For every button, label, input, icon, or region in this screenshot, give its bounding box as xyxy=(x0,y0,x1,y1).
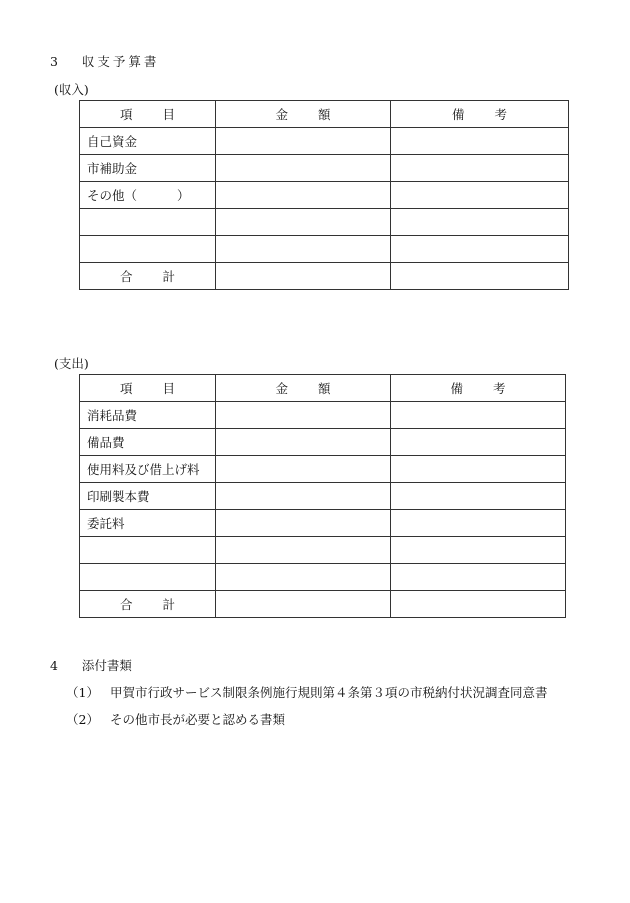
list-item-number: （2） xyxy=(66,712,99,727)
expense-amount-cell xyxy=(216,429,391,456)
income-item-cell xyxy=(80,209,216,236)
expense-note-cell xyxy=(391,483,566,510)
expense-amount-cell xyxy=(216,402,391,429)
income-table xyxy=(79,100,569,290)
income-total-row xyxy=(80,263,569,290)
table-row xyxy=(80,155,569,182)
expense-amount-cell xyxy=(216,537,391,564)
table-row xyxy=(80,236,569,263)
list-item xyxy=(66,710,285,728)
table-row xyxy=(80,429,566,456)
table-row xyxy=(80,128,569,155)
section-4-number: 4 xyxy=(50,658,58,673)
income-total-label: 合 計 xyxy=(80,263,216,290)
income-amount-cell xyxy=(216,236,391,263)
income-amount-cell xyxy=(216,128,391,155)
income-label: (収入) xyxy=(54,82,89,97)
expense-total-row xyxy=(80,591,566,618)
expense-note-cell xyxy=(391,429,566,456)
expense-total-amount xyxy=(216,591,391,618)
income-item-cell: その他（ ） xyxy=(80,182,216,209)
expense-amount-cell xyxy=(216,564,391,591)
expense-table xyxy=(79,374,566,618)
expense-note-cell xyxy=(391,456,566,483)
table-row xyxy=(80,402,566,429)
expense-note-cell xyxy=(391,537,566,564)
income-header-row xyxy=(80,101,569,128)
list-item xyxy=(66,683,548,701)
expense-header-amount: 金 額 xyxy=(216,375,391,402)
expense-note-cell xyxy=(391,402,566,429)
income-note-cell xyxy=(391,182,569,209)
income-header-amount: 金 額 xyxy=(216,101,391,128)
income-note-cell xyxy=(391,128,569,155)
income-item-cell xyxy=(80,236,216,263)
expense-amount-cell xyxy=(216,456,391,483)
table-row xyxy=(80,537,566,564)
expense-note-cell xyxy=(391,564,566,591)
income-note-cell xyxy=(391,236,569,263)
income-total-amount xyxy=(216,263,391,290)
expense-header-row xyxy=(80,375,566,402)
section-3-heading xyxy=(50,52,159,70)
expense-item-cell: 委託料 xyxy=(80,510,216,537)
expense-total-note xyxy=(391,591,566,618)
section-4-title: 添付書類 xyxy=(81,658,132,673)
table-row xyxy=(80,456,566,483)
income-note-cell xyxy=(391,209,569,236)
section-3-number: 3 xyxy=(50,54,58,69)
table-row xyxy=(80,483,566,510)
expense-item-cell: 印刷製本費 xyxy=(80,483,216,510)
income-header-item: 項 目 xyxy=(80,101,216,128)
expense-header-note: 備 考 xyxy=(391,375,566,402)
expense-note-cell xyxy=(391,510,566,537)
expense-header-item: 項 目 xyxy=(80,375,216,402)
expense-item-cell: 使用料及び借上げ料 xyxy=(80,456,216,483)
table-row xyxy=(80,209,569,236)
income-amount-cell xyxy=(216,182,391,209)
list-item-text: 甲賀市行政サービス制限条例施行規則第４条第３項の市税納付状況調査同意書 xyxy=(110,685,548,700)
income-header-note: 備 考 xyxy=(391,101,569,128)
income-amount-cell xyxy=(216,209,391,236)
income-total-note xyxy=(391,263,569,290)
list-item-text: その他市長が必要と認める書類 xyxy=(110,712,286,727)
expense-item-cell: 消耗品費 xyxy=(80,402,216,429)
section-3-title: 収支予算書 xyxy=(81,54,160,69)
expense-label: (支出) xyxy=(54,356,89,371)
income-amount-cell xyxy=(216,155,391,182)
expense-amount-cell xyxy=(216,483,391,510)
income-note-cell xyxy=(391,155,569,182)
expense-item-cell: 備品費 xyxy=(80,429,216,456)
income-item-cell: 市補助金 xyxy=(80,155,216,182)
expense-amount-cell xyxy=(216,510,391,537)
income-item-cell: 自己資金 xyxy=(80,128,216,155)
table-row xyxy=(80,510,566,537)
expense-item-cell xyxy=(80,537,216,564)
list-item-number: （1） xyxy=(66,685,99,700)
expense-total-label: 合 計 xyxy=(80,591,216,618)
expense-item-cell xyxy=(80,564,216,591)
section-4-heading xyxy=(50,656,132,674)
table-row xyxy=(80,564,566,591)
table-row xyxy=(80,182,569,209)
